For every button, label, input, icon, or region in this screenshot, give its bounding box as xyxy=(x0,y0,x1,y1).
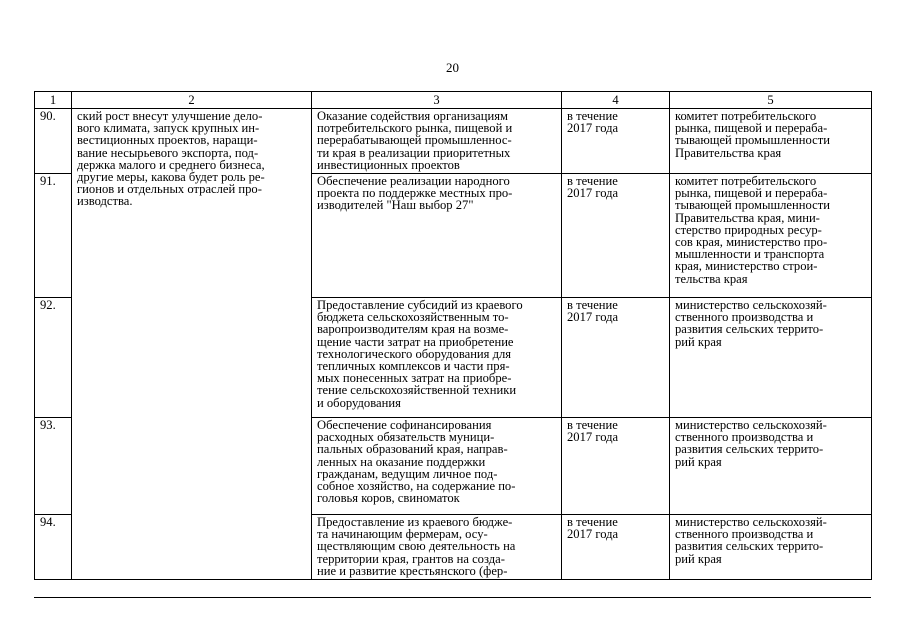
responsible-text: комитет потребительского рынка, пищевой и перераба- тывающей промышленности Правительства края, мини- стерство природных ресур- сов края, министерство про- мышленности и транспорта края, министерство строи- тельства края xyxy=(670,174,872,298)
table-header-row xyxy=(35,92,872,109)
deadline-text: в течение 2017 года xyxy=(562,418,670,515)
row-number: 91. xyxy=(35,174,72,298)
page-number: 20 xyxy=(446,60,459,75)
responsible-text: комитет потребительского рынка, пищевой и перераба- тывающей промышленности Правительства края xyxy=(670,109,872,174)
action-text: Предоставление из краевого бюдже- та начинающим фермерам, осу- ществляющим свою деятельность на территории края, грантов на созда- ние и развитие крестьянского (фер- xyxy=(312,515,562,580)
responsible-text: министерство сельскохозяй- ственного производства и развития сельских террито- рий края xyxy=(670,418,872,515)
goal-description: ский рост внесут улучшение дело- вого климата, запуск крупных ин- вестиционных проектов, наращи- вание несырьевого экспорта, под- держка малого и среднего бизнеса, другие меры, какова будет роль ре- гионов и отдельных отраслей про- изводства. xyxy=(72,109,312,580)
row-number: 93. xyxy=(35,418,72,515)
row-number: 92. xyxy=(35,298,72,418)
action-text: Оказание содействия организациям потребительского рынка, пищевой и перерабатывающей промышленнос- ти края в реализации приоритетных инвестиционных проектов xyxy=(312,109,562,174)
deadline-text: в течение 2017 года xyxy=(562,298,670,418)
row-number: 90. xyxy=(35,109,72,174)
deadline-text: в течение 2017 года xyxy=(562,109,670,174)
header-col-2: 2 xyxy=(72,92,312,109)
action-text: Предоставление субсидий из краевого бюджета сельскохозяйственным то- варопроизводителям края на возме- щение части затрат на приобретение технологического оборудования для тепличных комплексов и части пря- мых понесенных затрат на приобре- тение сельскохозяйственной техники и оборудования xyxy=(312,298,562,418)
table-row xyxy=(35,109,872,174)
header-col-1: 1 xyxy=(35,92,72,109)
page-cutoff xyxy=(0,598,905,640)
action-text: Обеспечение софинансирования расходных обязательств муници- пальных образований края, направ- ленных на оказание поддержки гражданам, ведущим личное под- собное хозяйство, на содержание по- головья коров, свиноматок xyxy=(312,418,562,515)
responsible-text: министерство сельскохозяй- ственного производства и развития сельских террито- рий края xyxy=(670,298,872,418)
header-col-3: 3 xyxy=(312,92,562,109)
action-plan-table xyxy=(34,91,872,580)
table-bottom-border xyxy=(34,597,871,598)
action-text: Обеспечение реализации народного проекта по поддержке местных про- изводителей "Наш выбор 27" xyxy=(312,174,562,298)
deadline-text: в течение 2017 года xyxy=(562,174,670,298)
responsible-text: министерство сельскохозяй- ственного производства и развития сельских террито- рий края xyxy=(670,515,872,580)
row-number: 94. xyxy=(35,515,72,580)
deadline-text: в течение 2017 года xyxy=(562,515,670,580)
header-col-5: 5 xyxy=(670,92,872,109)
header-col-4: 4 xyxy=(562,92,670,109)
